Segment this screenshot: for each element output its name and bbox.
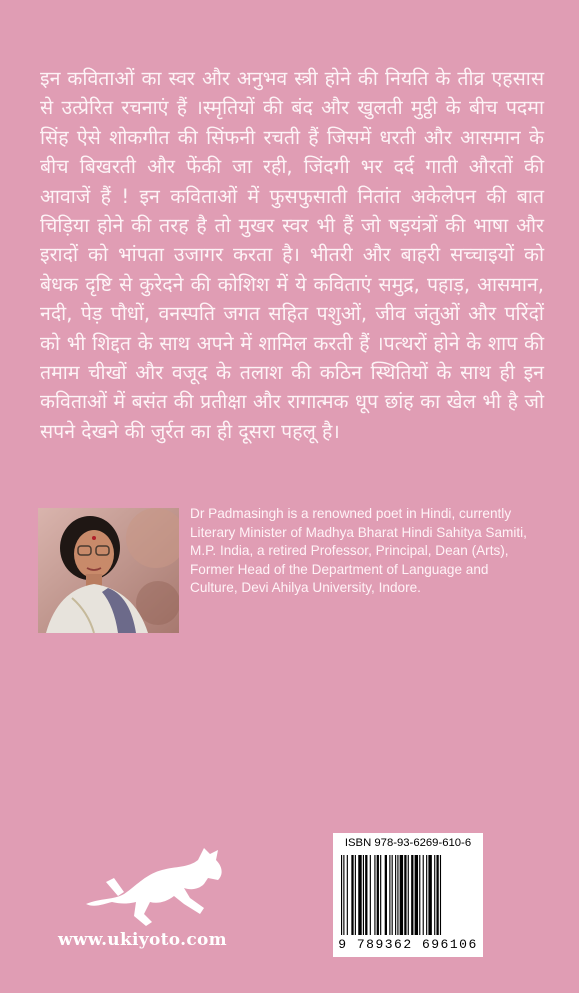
barcode-bar [377,855,379,935]
barcode-bar [436,855,438,935]
barcode-bar [400,855,403,935]
author-photo [38,508,179,633]
barcode-bar [392,855,393,935]
barcode-bar [419,855,420,935]
barcode-bar [385,855,387,935]
isbn-barcode [333,833,483,957]
publisher-url[interactable]: www.ukiyoto.com [58,930,227,950]
barcode-bar [440,855,441,935]
barcode-bar [365,855,367,935]
barcode-bar [389,855,390,935]
barcode-bar [380,855,381,935]
author-bio: Dr Padmasingh is a renowned poet in Hindi, currently Literary Minister of Madhya Bharat Hindi Sahitya Samiti, M.P. India, a retired Professor, Principal, Dean (Arts), Former Head of the Department of Language and Culture, Devi Ahilya University, Indore. [190,506,527,596]
barcode-bar [404,855,406,935]
barcode-bar [370,855,371,935]
barcode-bar [428,855,431,935]
barcode-bar [408,855,409,935]
leaping-tiger-icon [80,838,230,928]
barcode-bar [397,855,398,935]
barcode-bar [426,855,427,935]
barcode-bar [395,855,396,935]
barcode-bar [358,855,361,935]
barcode-bar [341,855,342,935]
barcode-bar [374,855,375,935]
barcode-bar [411,855,413,935]
barcode-bar [351,855,353,935]
barcode-bars [339,855,477,937]
barcode-digits: 9 789362 696106 [338,937,478,952]
barcode-bar [347,855,348,935]
barcode-bar [363,855,364,935]
hindi-blurb: इन कविताओं का स्वर और अनुभव स्त्री होने की नियति के तीव्र एहसास से उत्प्रेरित रचनाएं हैं ।स्मृतियों की बंद और खुलती मुट्ठी के बीच पदमा सिंह ऐसे शोकगीत की सिंफनी रचती हैं जिसमें धरती और आसमान के बीच बिखरती और फेंकी जा रही, जिंदगी भर दर्द गाती औरतों की आवाजें हैं ! इन कविताओं में फुसफुसाती नितांत अकेलेपन की बात चिड़िया होने की तरह है तो मुखर स्वर भी हैं जो षड़यंत्रों की भाषा और इरादों को भांपता उजागर करता है। भीतरी और बाहरी सच्चाइयों को बेधक दृष्टि से कुरेदने की कोशिश में ये कविताएं समुद्र, पहाड़, आसमान, नदी, पेड़ पौधों, वनस्पति जगत सहित पशुओं, जीव जंतुओं और परिंदों को भी शिद्दत के साथ अपने में शामिल करती हैं ।पत्थरों होने के शाप की तमाम चीखों और वजूद के तलाश की कठिन स्थितियों के साथ ही इन कविताओं में बसंत की प्रतीक्षा और रागात्मक धूप छांह का खेल भी है जो सपने देखने की जुर्रत का ही दूसरा पहलू है। [40,67,544,443]
barcode-bar [434,855,435,935]
barcode-bar [355,855,356,935]
isbn-label: ISBN 978-93-6269-610-6 [344,837,472,849]
barcode-bar [423,855,424,935]
barcode-bar [343,855,344,935]
barcode-bar [415,855,418,935]
